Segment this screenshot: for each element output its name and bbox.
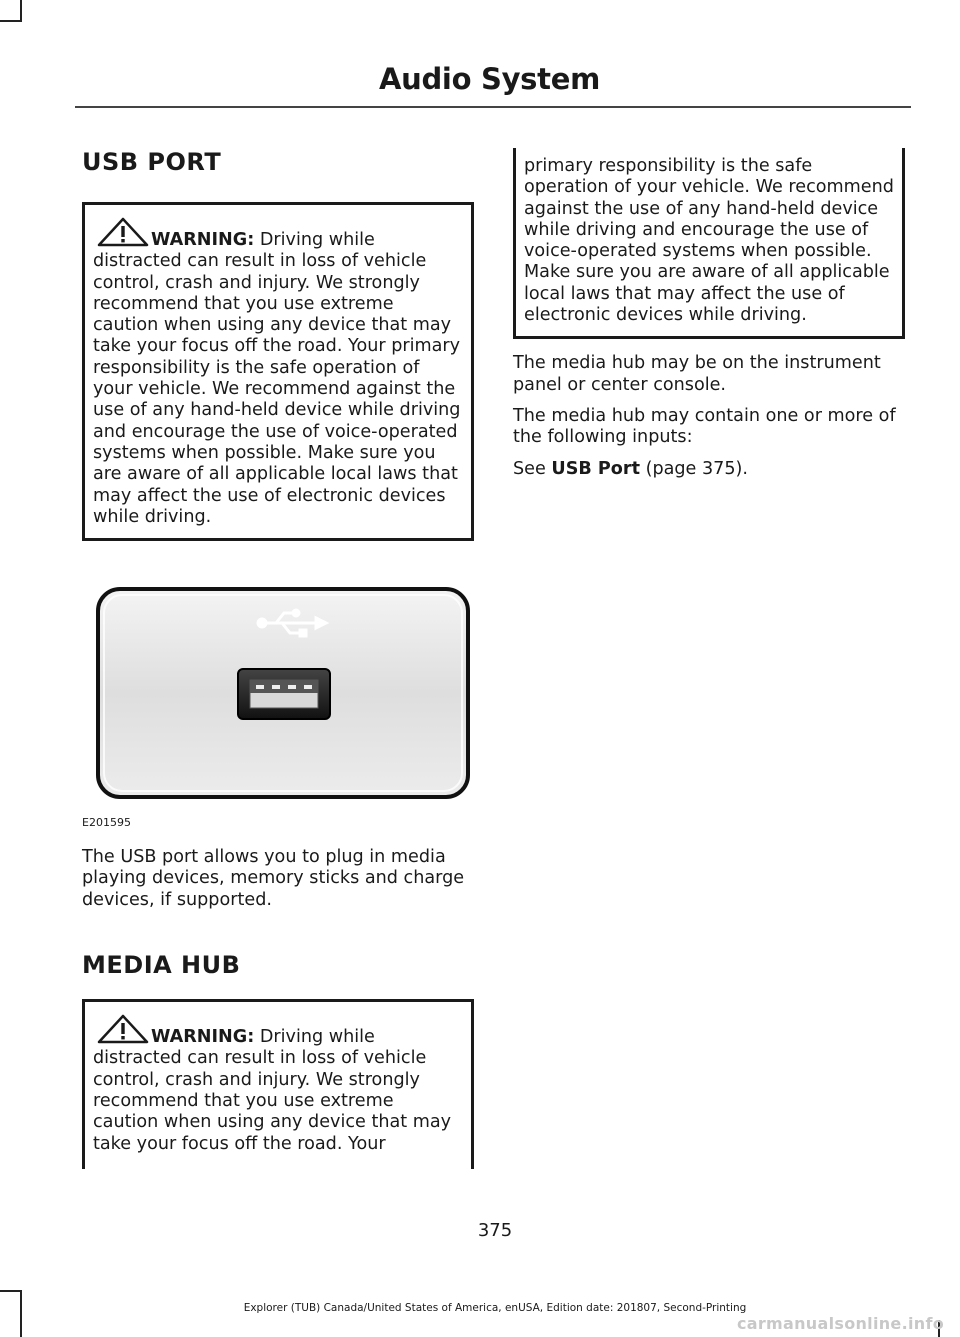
footer-text: Explorer (TUB) Canada/United States of America, enUSA, Edition date: 201807, Second-Printing xyxy=(243,1302,747,1314)
warning-text: Driving while distracted can result in loss of vehicle control, crash and injury. We strongly recommend that you use extreme caution when using any device that may take your focus off the road. Your xyxy=(93,1027,452,1154)
usb-port-description: The USB port allows you to plug in media playing devices, memory sticks and charge devices, if supported. xyxy=(82,847,465,910)
left-column xyxy=(82,148,474,1169)
crop-mark xyxy=(0,1290,22,1292)
usb-port-link[interactable]: USB Port xyxy=(551,458,640,479)
right-column xyxy=(513,148,905,480)
media-hub-location: The media hub may be on the instrument panel or center console. xyxy=(513,353,881,395)
header-divider xyxy=(75,106,911,108)
see-prefix: See xyxy=(513,458,552,479)
warning-text: primary responsibility is the safe operation of your vehicle. We recommend against the use of any hand-held device while driving and encourage the use of voice-operated systems when possible. Make sure you are aware of all applicable local laws that may affect the use of electronic devices while driving. xyxy=(524,156,894,326)
usb-port-figure xyxy=(82,559,474,829)
crop-mark xyxy=(0,20,22,22)
see-suffix: (page 375). xyxy=(639,458,749,479)
warning-icon xyxy=(97,1014,149,1044)
warning-label: WARNING: xyxy=(151,1027,255,1048)
usb-warning-box xyxy=(82,202,474,541)
usb-port-heading: USB PORT xyxy=(82,148,222,176)
figure-code: E201595 xyxy=(82,816,131,830)
usb-port-illustration xyxy=(82,559,474,829)
see-reference xyxy=(513,459,905,480)
warning-label: WARNING: xyxy=(151,230,255,250)
watermark: carmanualsonline.info xyxy=(736,1314,944,1333)
media-hub-heading: MEDIA HUB xyxy=(82,951,241,980)
media-hub-warning-box xyxy=(82,999,474,1169)
page-title: Audio System xyxy=(378,62,600,96)
media-hub-warning-continued xyxy=(513,148,905,339)
warning-icon xyxy=(97,217,149,247)
crop-mark xyxy=(20,0,22,22)
page-number: 375 xyxy=(477,1220,513,1241)
media-hub-inputs: The media hub may contain one or more of the following inputs: xyxy=(513,405,896,448)
warning-text: Driving while distracted can result in loss of vehicle control, crash and injury. We strongly recommend that you use extreme caution when using any device that may take your focus off the road. Your primary responsibility is the safe operation of your vehicle. We recommend against the use of any hand-held device while driving and encourage the use of voice-operated systems when possible. Make sure you are aware of all applicable local laws that may affect the use of electronic devices while driving. xyxy=(93,230,461,527)
